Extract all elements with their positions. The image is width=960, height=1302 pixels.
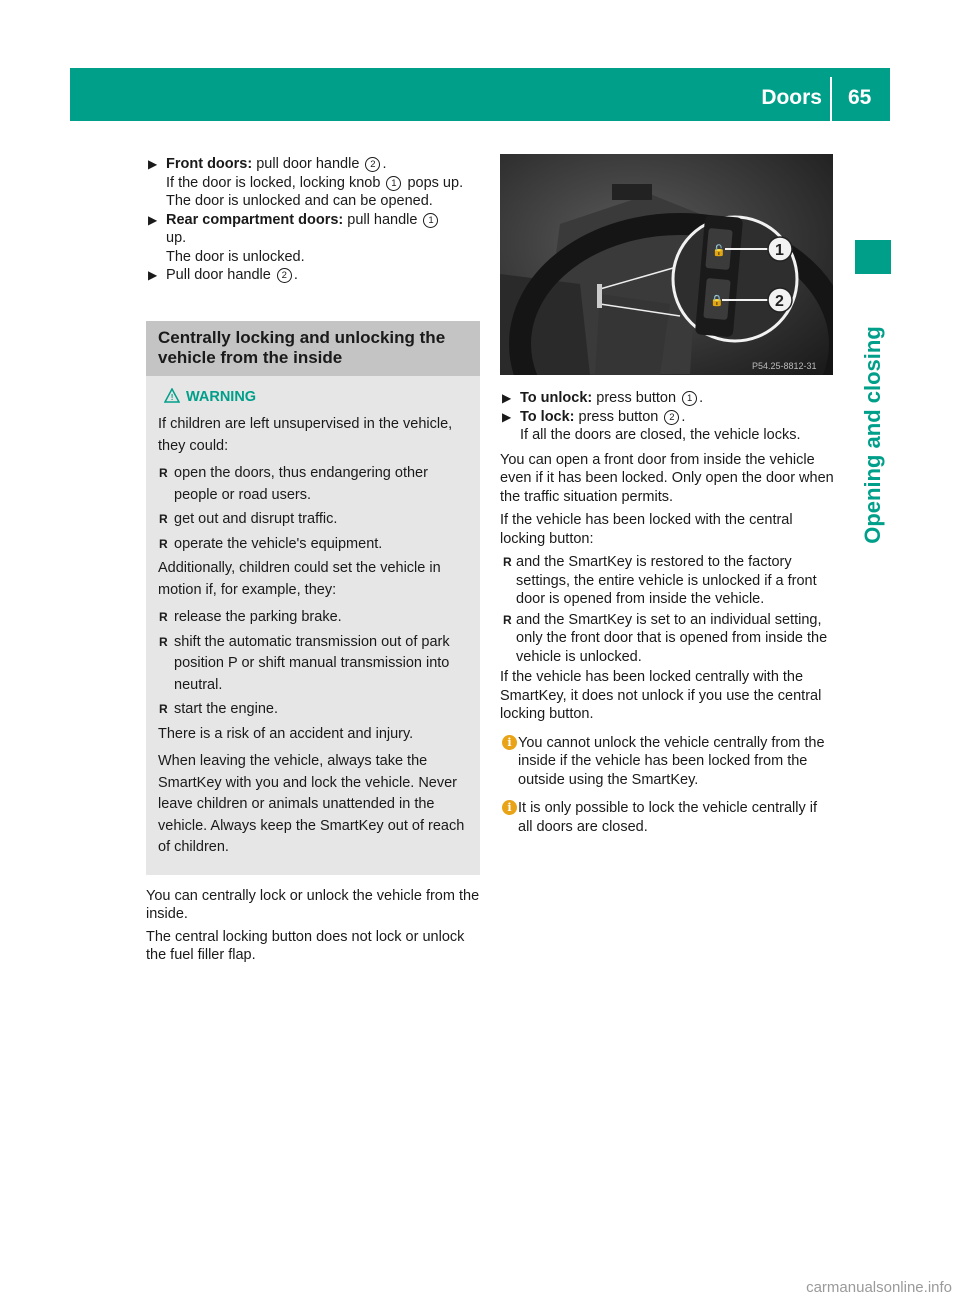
warning-box xyxy=(146,376,480,875)
info-note: i It is only possible to lock the vehicle centrally if all doors are closed. xyxy=(500,799,834,836)
arrow-icon: ▶ xyxy=(148,268,158,282)
list-item: R open the doors, thus endangering other people or road users. xyxy=(159,465,428,503)
callout-1-label: 1 xyxy=(775,242,784,259)
page-number: 65 xyxy=(848,86,872,109)
paragraph: You can open a front door from inside the vehicle even if it has been locked. Only open the door when the traffic situation permits. xyxy=(500,451,834,505)
header-section-title: Doors xyxy=(761,86,822,109)
paragraph: The central locking button does not lock or unlock the fuel filler flap. xyxy=(146,928,465,963)
list-item: R and the SmartKey is set to an individual setting, only the front door that is opened from inside the vehicle is unlocked. xyxy=(503,611,828,665)
step-pull-handle: ▶ Pull door handle 2 . xyxy=(148,267,298,283)
warning-intro: If children are left unsupervised in the vehicle, they could: xyxy=(158,416,453,454)
info-note: i You cannot unlock the vehicle centrally from the inside if the vehicle has been locked from the outside using the SmartKey. xyxy=(500,734,834,790)
left-column xyxy=(146,155,480,969)
list-item: R release the parking brake. xyxy=(159,609,342,625)
callout-1-icon: 1 xyxy=(423,213,438,228)
callout-2-icon: 2 xyxy=(277,268,292,283)
paragraph: You can centrally lock or unlock the vehicle from the inside. xyxy=(146,887,480,922)
svg-text:🔒: 🔒 xyxy=(710,294,724,307)
paragraph: If the vehicle has been locked centrally with the SmartKey, it does not unlock if you use the central locking button. xyxy=(500,669,822,722)
arrow-icon: ▶ xyxy=(502,391,512,405)
locking-button-photo xyxy=(500,154,833,375)
chapter-label: Opening and closing xyxy=(860,326,885,544)
info-icon: i xyxy=(502,735,517,750)
warning-advice: When leaving the vehicle, always take the SmartKey with you and lock the vehicle. Never leave children or animals unattended in the vehicle. Always keep the SmartKey out of reach of children. xyxy=(158,753,465,855)
warning-risk: There is a risk of an accident and injury. xyxy=(158,725,414,742)
callout-1-icon: 1 xyxy=(682,391,697,406)
callout-2-icon: 2 xyxy=(365,157,380,172)
step-front-doors: ▶ Front doors: pull door handle 2 . If the door is locked, locking knob 1 pops up. The door is unlocked and can be opened. xyxy=(148,156,464,209)
info-icon: i xyxy=(502,800,517,815)
arrow-icon: ▶ xyxy=(148,212,158,227)
warning-mid: Additionally, children could set the vehicle in motion if, for example, they: xyxy=(158,560,441,598)
svg-text:🔓: 🔓 xyxy=(712,244,726,257)
warning-title: ! WARNING xyxy=(158,388,468,407)
warning-triangle-icon xyxy=(164,388,180,409)
paragraph: If the vehicle has been locked with the central locking button: xyxy=(500,512,793,547)
callout-2-label: 2 xyxy=(775,293,784,310)
arrow-icon: ▶ xyxy=(148,157,158,171)
arrow-icon: ▶ xyxy=(502,409,512,424)
list-item: R operate the vehicle's equipment. xyxy=(159,535,383,552)
right-column xyxy=(500,154,834,844)
callout-2-icon: 2 xyxy=(664,410,679,425)
list-item: R and the SmartKey is restored to the factory settings, the entire vehicle is unlocked if a front door is opened from inside the vehicle. xyxy=(503,554,817,607)
list-item: R shift the automatic transmission out of park position P or shift manual transmission into neutral. xyxy=(159,633,450,693)
list-item: R start the engine. xyxy=(159,701,278,717)
watermark: carmanualsonline.info xyxy=(806,1279,952,1296)
chapter-tab xyxy=(855,240,891,274)
callout-1-icon: 1 xyxy=(386,176,401,191)
step-rear-doors: ▶ Rear compartment doors: pull handle 1 up. The door is unlocked. xyxy=(146,211,480,267)
svg-text:!: ! xyxy=(170,392,174,402)
list-item: R get out and disrupt traffic. xyxy=(159,511,338,527)
section-heading: Centrally locking and unlocking the vehicle from the inside xyxy=(146,321,480,376)
photo-code: P54.25-8812-31 xyxy=(752,361,817,371)
header-divider xyxy=(830,77,832,121)
step-lock: ▶ To lock: press button 2 . If all the doors are closed, the vehicle locks. xyxy=(502,408,801,443)
step-unlock: ▶ To unlock: press button 1 . xyxy=(502,390,704,406)
